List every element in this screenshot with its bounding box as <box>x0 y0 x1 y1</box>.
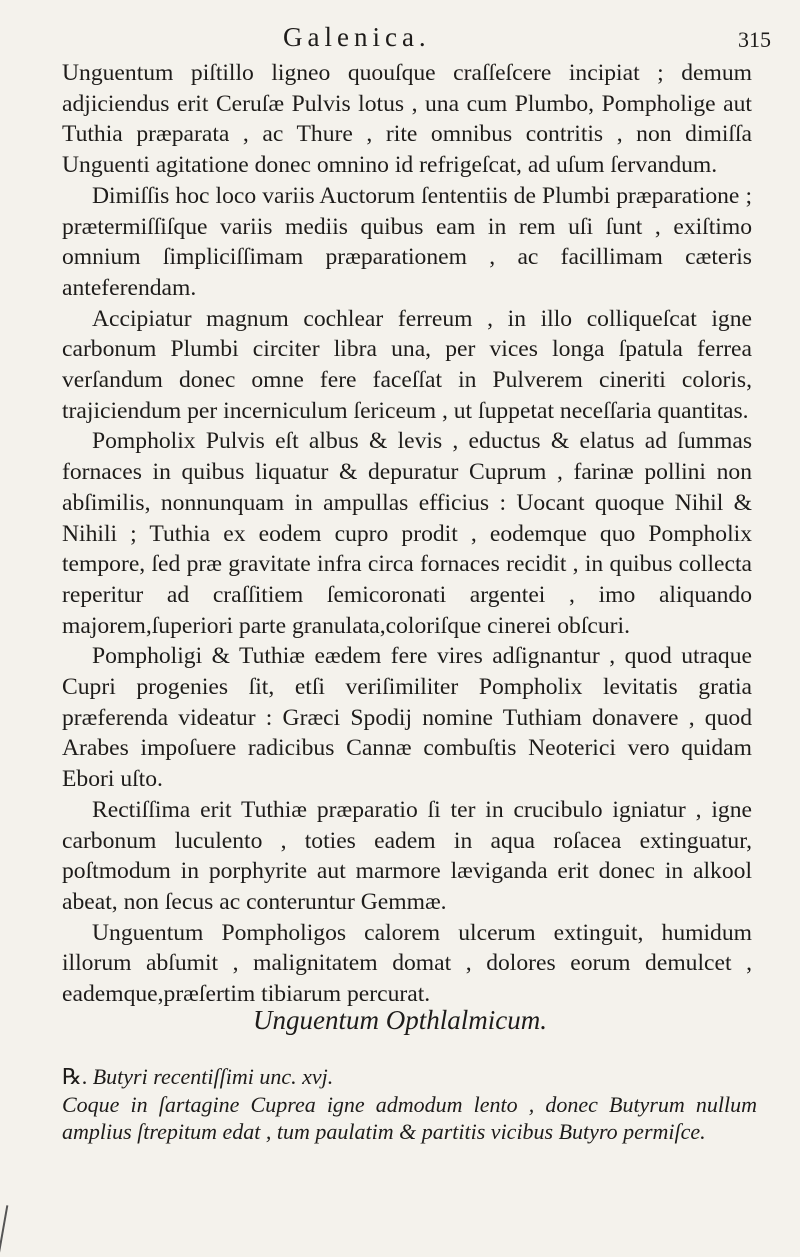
paragraph: Rectiſſima erit Tuthiæ præparatio ſi ter in crucibulo igniatur , igne carbonum luculento , toties eadem in aqua roſacea extinguatur, poſtmodum in porphyrite aut marmore læviganda erit donec in alkool abeat, non ſecus ac conteruntur Gemmæ. <box>62 796 752 915</box>
margin-mark <box>0 1205 8 1255</box>
paragraph: Unguentum piſtillo ligneo quouſque craſſeſcere incipiat ; demum adjiciendus erit Ceruſæ Pulvis lotus , una cum Plumbo, Pompholige aut Tuthia præparata , ac Thure , rite omnibus contritis , non dimiſſa Unguenti agitatione donec omnino id refrigeſcat, ad uſum ſervandum. <box>62 60 752 179</box>
page-header <box>0 22 800 62</box>
paragraph: Dimiſſis hoc loco variis Auctorum ſententiis de Plumbi præparatione ; prætermiſſiſque variis mediis quibus eam in rem uſi ſunt , exiſtimo omnium ſimpliciſſimam præparationem , ac facillimam cæteris anteferendam. <box>62 182 752 301</box>
paragraph: Pompholigi & Tuthiæ eædem fere vires adſignantur , quod utraque Cupri progenies ſit, etſi veriſimiliter Pompholix levitatis gratia præferenda videatur : Græci Spodij nomine Tuthiam donavere , quod Arabes impoſuere radicibus Cannæ combuſtis Neoterici vero quidam Ebori uſto. <box>62 643 752 793</box>
recipe-text <box>62 1063 757 1146</box>
running-head: Galenica. <box>283 22 431 52</box>
recipe-ingredient: Butyri recentiſſimi unc. xvj. <box>92 1064 334 1089</box>
paragraph: Accipiatur magnum cochlear ferreum , in illo colliqueſcat igne carbonum Plumbi circiter libra una, per vices longa ſpatula ferrea verſandum donec omne fere faceſſat in Pulverem cineriti coloris, trajiciendum per incerniculum ſericeum , ut ſuppetat neceſſaria quantitas. <box>62 305 752 424</box>
recipe-instructions: Coque in ſartagine Cuprea igne admodum lento , donec Butyrum nullum amplius ſtrepitum edat , tum paulatim & partitis vicibus Butyro permiſce. <box>62 1091 757 1144</box>
recipe-symbol: ℞. <box>62 1064 88 1089</box>
page-number: 315 <box>738 27 771 52</box>
body-text <box>62 58 752 1010</box>
recipe-title: Unguentum Opthlalmicum. <box>253 1005 547 1035</box>
paragraph: Pompholix Pulvis eſt albus & levis , eductus & elatus ad ſummas fornaces in quibus liquatur & depuratur Cuprum , farinæ pollini non abſimilis, nonnunquam in ampullas efficius : Uocant quoque Nihil & Nihili ; Tuthia ex eodem cupro prodit , eodemque quo Pompholix tempore, ſed præ gravitate infra circa fornaces recidit , in quibus collecta reperitur ad craſſitiem ſemicoronati argentei , imo aliquando majorem,ſuperiori parte granulata,coloriſque cinerei obſcuri. <box>62 428 752 639</box>
paragraph: Unguentum Pompholigos calorem ulcerum extinguit, humidum illorum abſumit , malignitatem domat , dolores eorum demulcet , eademque,præſertim tibiarum percurat. <box>62 919 752 1008</box>
